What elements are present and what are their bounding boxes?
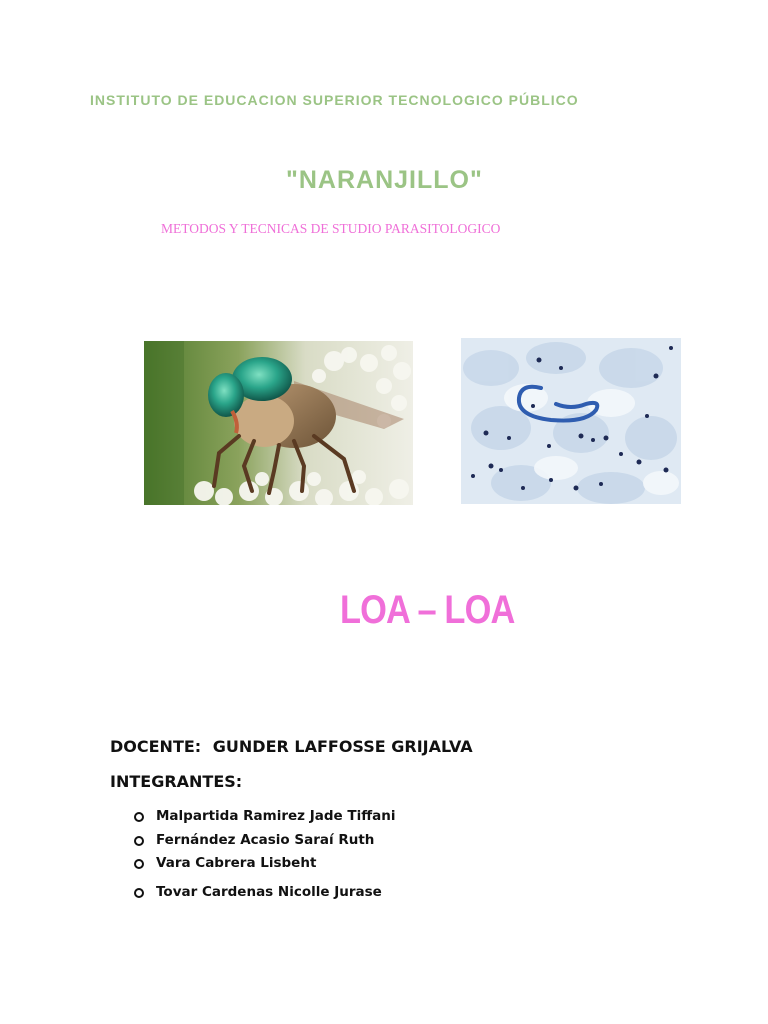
microfilaria-photo: [461, 338, 681, 504]
docente-line: [110, 737, 473, 756]
member-name: Tovar Cardenas Nicolle Jurase: [156, 883, 382, 900]
docente-label: DOCENTE:: [110, 737, 202, 756]
member-name: Malpartida Ramirez Jade Tiffani: [156, 808, 396, 824]
bullet-circle-icon: [134, 812, 144, 822]
bullet-circle-icon: [134, 836, 144, 846]
institute-name: INSTITUTO DE EDUCACION SUPERIOR TECNOLOGICO PÚBLICO: [90, 92, 579, 108]
member-name: Vara Cabrera Lisbeht: [156, 855, 317, 871]
bullet-circle-icon: [134, 859, 144, 869]
school-name: "NARANJILLO": [286, 166, 483, 194]
integrantes-label: INTEGRANTES:: [110, 772, 243, 791]
main-title: LOA – LOA: [340, 588, 515, 632]
horsefly-photo: [144, 341, 413, 505]
member-name: Fernández Acasio Saraí Ruth: [156, 831, 375, 848]
docente-name: GUNDER LAFFOSSE GRIJALVA: [212, 737, 473, 756]
course-title: METODOS Y TECNICAS DE STUDIO PARASITOLOGICO: [161, 221, 501, 236]
bullet-circle-icon: [134, 888, 144, 898]
